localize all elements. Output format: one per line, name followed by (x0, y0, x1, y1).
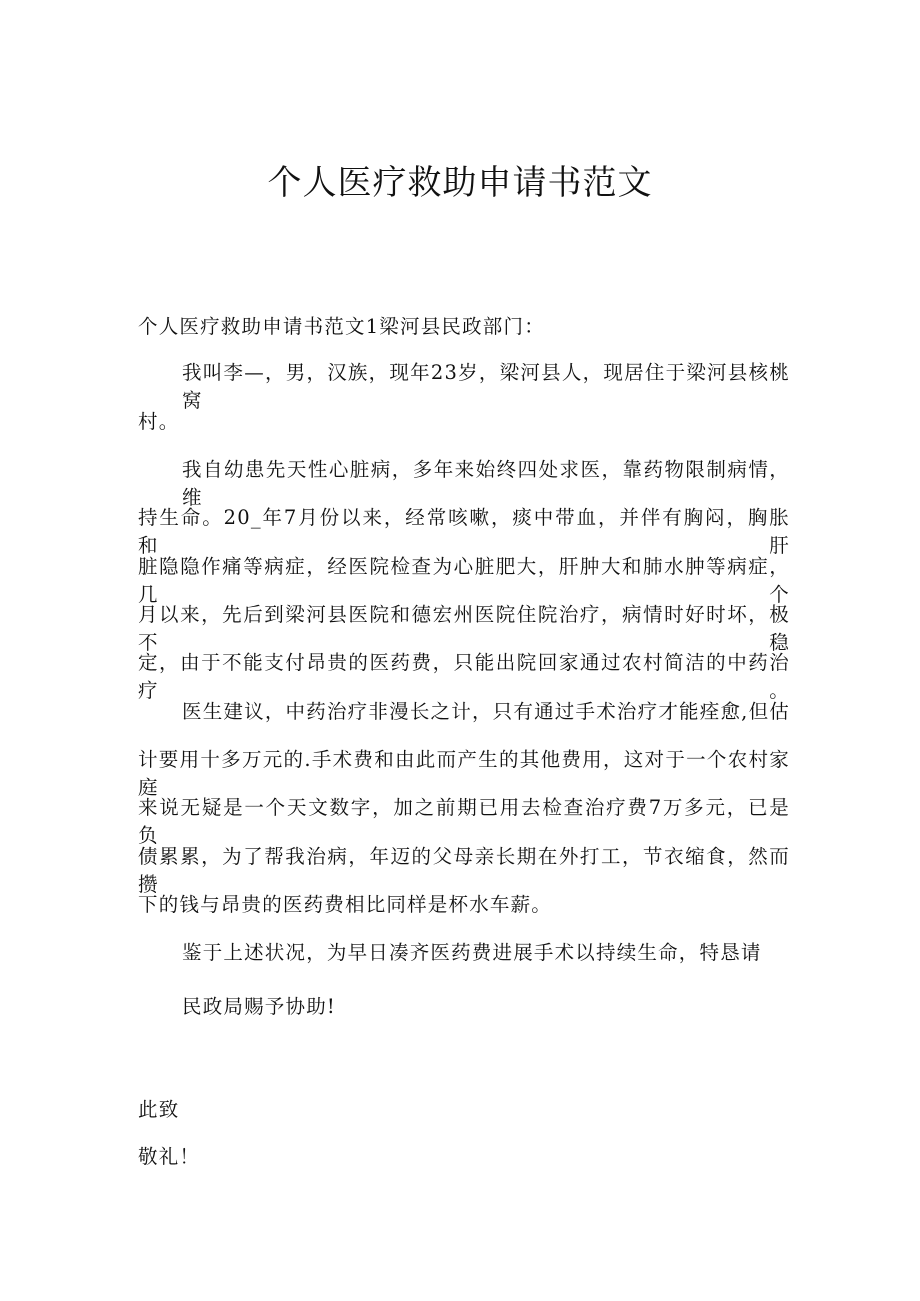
paragraph-2-line-4: 月以来，先后到梁河县医院和德宏州医院住院治疗，病情时好时坏，极不稳 (138, 603, 790, 654)
closing-line-1: 此致 (138, 1098, 180, 1121)
paragraph-3-line-2: 计要用十多万元的.手术费和由此而产生的其他费用，这对于一个农村家庭 (138, 748, 790, 799)
closing-line-2: 敬礼！ (138, 1145, 201, 1168)
paragraph-2-line-1: 我自幼患先天性心脏病，多年来始终四处求医，靠药物限制病情，维 (182, 458, 790, 509)
paragraph-2-line-2: 持生命。20_年7月份以来，经常咳嗽，痰中带血，并伴有胸闷，胸胀和肝 (138, 506, 790, 557)
salutation-line: 个人医疗救助申请书范文1梁河县民政部门： (138, 315, 545, 338)
paragraph-1-line-1: 我叫李—，男，汉族，现年23岁，梁河县人，现居住于梁河县核桃窝 (182, 361, 790, 412)
paragraph-4-line-2: 民政局赐予协助! (182, 995, 336, 1018)
paragraph-2-line-5: 定，由于不能支付昂贵的医药费，只能出院回家通过农村简洁的中药治疗。 (138, 651, 790, 702)
paragraph-4-line-1: 鉴于上述状况，为早日凑齐医药费进展手术以持续生命，特恳请 (182, 941, 762, 964)
paragraph-3-line-1: 医生建议，中药治疗非漫长之计，只有通过手术治疗才能痊愈,但估 (182, 700, 790, 723)
paragraph-3-line-4: 债累累，为了帮我治病，年迈的父母亲长期在外打工，节衣缩食，然而攒 (138, 845, 790, 896)
paragraph-2-line-3: 脏隐隐作痛等病症，经医院检查为心脏肥大，肝肿大和肺水肿等病症，几个 (138, 555, 790, 606)
document-title: 个人医疗救助申请书范文 (267, 163, 653, 203)
paragraph-3-line-3: 来说无疑是一个天文数字，加之前期已用去检查治疗费7万多元，已是负 (138, 796, 790, 847)
paragraph-1-line-2: 村。 (138, 410, 180, 433)
paragraph-3-line-5: 下的钱与昂贵的医药费相比同样是杯水车薪。 (138, 893, 553, 916)
